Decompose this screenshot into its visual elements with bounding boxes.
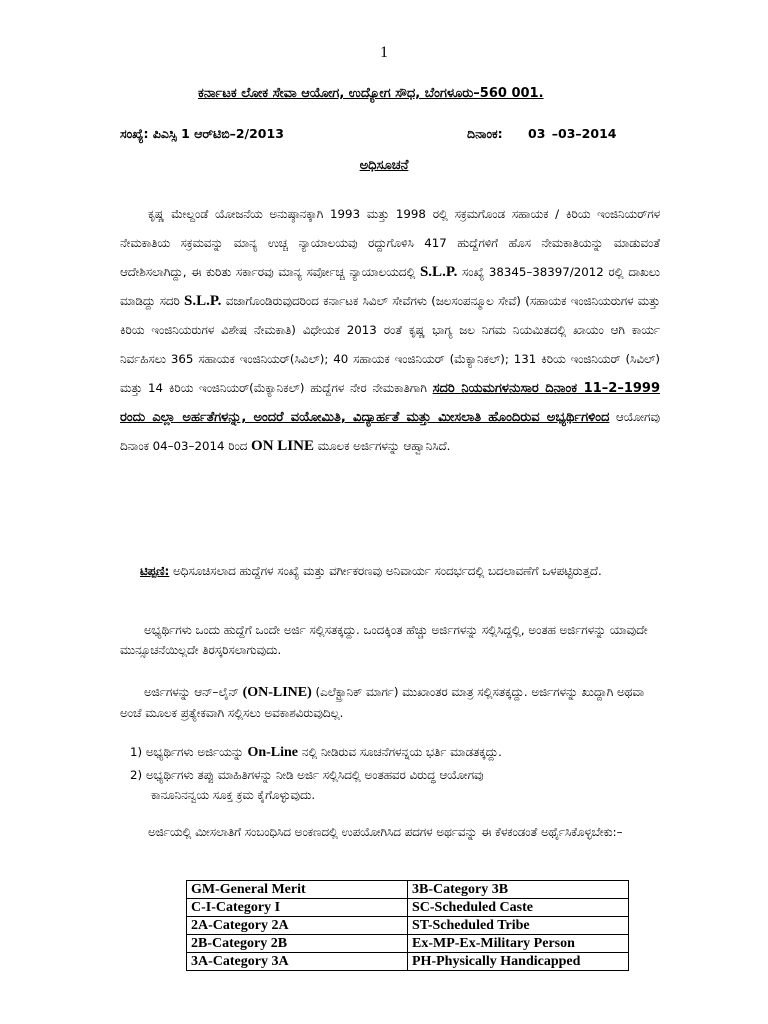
category-table — [186, 880, 629, 971]
table-cell: PH-Physically Handicapped — [408, 953, 629, 971]
instructions-list — [130, 742, 665, 807]
main-paragraph-part-a: ಕೃಷ್ಣ ಮೇಲ್ದಂಡೆ ಯೋಜನೆಯ ಅನುಷ್ಠಾನಕ್ಕಾಗಿ 1993 ಮತ್ತು 1998 ರಲ್ಲಿ ಸಕ್ರಮಗೊಂಡ ಸಹಾಯಕ / ಕಿರಿಯ ಇಂಜಿನಿಯರ್‌ಗಳ ನೇಮಕಾತಿಯ ಸಕ್ರಮವನ್ನು ಮಾನ್ಯ ಉಚ್ಚ ನ್ಯಾಯಾಲಯವು ರದ್ದುಗೊಳಿಸಿ 417 ಹುದ್ದೆಗಳಿಗೆ ಹೊಸ ನೇಮಕಾತಿಯನ್ನು ಮಾಡುವಂತೆ ಆದೇಶಿಸಲಾಗಿದ್ದು, ಈ ಕುರಿತು ಸರ್ಕಾರವು ಮಾನ್ಯ ಸರ್ವೋಚ್ಚ ನ್ಯಾಯಾಲಯದಲ್ಲಿ — [120, 207, 660, 279]
main-paragraph-part-c: ವಜಾಗೊಂಡಿರುವುದರಿಂದ ಕರ್ನಾಟಕ ಸಿವಿಲ್ ಸೇವೆಗಳು (ಜಲಸಂಪನ್ಮೂಲ ಸೇವೆ) (ಸಹಾಯಕ ಇಂಜಿನಿಯರುಗಳ ಮತ್ತು ಕಿರಿಯ ಇಂಜಿನಿಯರುಗಳ ವಿಶೇಷ ನೇಮಕಾತಿ) ವಿಧೇಯಕ 2013 ರಂತೆ ಕೃಷ್ಣ ಭಾಗ್ಯ ಜಲ ನಿಗಮ ನಿಯಮಿತದಲ್ಲಿ ಖಾಯಂ ಆಗಿ ಕಾರ್ಯ ನಿರ್ವಹಿಸಲು 365 ಸಹಾಯಕ ಇಂಜಿನಿಯರ್(ಸಿವಿಲ್); 40 ಸಹಾಯಕ ಇಂಜಿನಿಯರ್ (ಮೆಕ್ಯಾನಿಕಲ್); 131 ಕಿರಿಯ ಇಂಜಿನಿಯರ್ (ಸಿವಿಲ್) ಮತ್ತು 14 ಕಿರಿಯ ಇಂಜಿನಿಯರ್(ಮೆಕ್ಯಾನಿಕಲ್) ಹುದ್ದೆಗಳ ನೇರ ನೇಮಕಾತಿಗಾಗಿ — [120, 294, 661, 395]
main-paragraph-part-e: ಮೂಲಕ ಅರ್ಜಿಗಳನ್ನು ಆಹ್ವಾನಿಸಿದೆ. — [317, 439, 451, 453]
date-value: 03 –03–2014 — [528, 126, 617, 141]
list-item — [130, 765, 665, 805]
table-row — [187, 917, 629, 935]
note-paragraph — [120, 562, 665, 581]
eligibility-clause: ಸದರಿ ನಿಯಮಗಳನುಸಾರ ದಿನಾಂಕ 11–2–1999 ರಂದು ಎಲ್ಲಾ ಅರ್ಹತೆಗಳನ್ನು, ಅಂದರೆ ವಯೋಮಿತಿ, ವಿದ್ಯಾರ್ಹತೆ ಮತ್ತು ಮೀಸಲಾತಿ ಹೊಂದಿರುವ ಅಭ್ಯರ್ಥಿಗಳಿಂದ — [120, 381, 660, 425]
list-item-text-a: ಅಭ್ಯರ್ಥಿಗಳು ಅರ್ಜಿಯನ್ನು — [145, 745, 244, 759]
single-application-paragraph: ಅಭ್ಯರ್ಥಿಗಳು ಒಂದು ಹುದ್ದೆಗೆ ಒಂದೇ ಅರ್ಜಿ ಸಲ್ಲಿಸತಕ್ಕದ್ದು. ಒಂದಕ್ಕಿಂತ ಹೆಚ್ಚು ಅರ್ಜಿಗಳನ್ನು ಸಲ್ಲಿಸಿದ್ದಲ್ಲಿ, ಅಂತಹ ಅರ್ಜಿಗಳನ್ನು ಯಾವುದೇ ಮುನ್ಸೂಚನೆಯಿಲ್ಲದೇ ತಿರಸ್ಕರಿಸಲಾಗುವುದು. — [120, 623, 648, 657]
main-paragraph-part-d: ಆಯೋಗವು ದಿನಾಂಕ 04–03–2014 ರಿಂದ — [120, 410, 660, 453]
online-label: ON LINE — [251, 438, 314, 454]
table-cell: 3A-Category 3A — [187, 953, 408, 971]
online-application-paragraph — [120, 682, 665, 723]
note-label: ಟಿಪ್ಪಣಿ: — [140, 564, 170, 578]
table-cell: 2A-Category 2A — [187, 917, 408, 935]
table-cell: C-I-Category I — [187, 899, 408, 917]
list-item-text-b: ನಲ್ಲಿ ನೀಡಿರುವ ಸೂಚನೆಗಳನ್ನಯ ಭರ್ತಿ ಮಾಡತಕ್ಕದ್ದು. — [301, 745, 502, 759]
table-cell: SC-Scheduled Caste — [408, 899, 629, 917]
main-paragraph-part-b: ಸಂಖ್ಯೆ 38345–38397/2012 ರಲ್ಲಿ ದಾಖಲು ಮಾಡಿದ್ದು ಸದರಿ — [120, 265, 661, 308]
table-row — [187, 899, 629, 917]
table-cell: 2B-Category 2B — [187, 935, 408, 953]
date-label: ದಿನಾಂಕ: — [467, 126, 503, 141]
page-number: 1 — [380, 44, 388, 61]
org-heading — [198, 86, 544, 101]
list-item-text-a: ಅಭ್ಯರ್ಥಿಗಳು ತಪ್ಪು ಮಾಹಿತಿಗಳನ್ನು ನೀಡಿ ಅರ್ಜಿ ಸಲ್ಲಿಸಿದಲ್ಲಿ ಅಂತಹವರ ವಿರುದ್ಧ ಆಯೋಗವು — [145, 768, 484, 782]
reservation-terms-paragraph: ಅರ್ಜಿಯಲ್ಲಿ ಮೀಸಲಾತಿಗೆ ಸಂಬಂಧಿಸಿದ ಅಂಕಣದಲ್ಲಿ ಉಪಯೋಗಿಸಿದ ಪದಗಳ ಅರ್ಥವನ್ನು ಈ ಕೆಳಕಂಡಂತೆ ಅರ್ಥೈಸಿಕೊಳ್ಳಬೇಕು:– — [148, 825, 623, 839]
list-item-number: 2) — [130, 768, 143, 782]
table-row — [187, 953, 629, 971]
list-item-number: 1) — [130, 745, 143, 759]
list-item-text-b: ಕಾನೂನಿನನ್ವಯ ಸೂಕ್ತ ಕ್ರಮ ಕೈಗೊಳ್ಳುವುದು. — [151, 788, 316, 802]
notification-date — [467, 126, 616, 142]
slp-label-1: S.L.P. — [419, 264, 458, 280]
slp-label-2: S.L.P. — [184, 293, 222, 309]
note-text: ಅಧಿಸೂಚಿಸಲಾದ ಹುದ್ದೆಗಳ ಸಂಖ್ಯೆ ಮತ್ತು ವರ್ಗೀಕರಣವು ಅನಿವಾರ್ಯ ಸಂದರ್ಭದಲ್ಲಿ ಬದಲಾವಣೆಗೆ ಒಳಪಟ್ಟಿರುತ್ತದೆ. — [173, 564, 602, 578]
list-item — [130, 742, 665, 763]
online-application-label: (ON-LINE) — [242, 685, 312, 700]
table-cell: Ex-MP-Ex-Military Person — [408, 935, 629, 953]
notification-title: ಅಧಿಸೂಚನೆ — [359, 158, 409, 173]
online-application-part-a: ಅರ್ಜಿಗಳನ್ನು ಆನ್–ಲೈನ್ — [144, 685, 239, 699]
reference-number: ಸಂಖ್ಯೆ: ಪಿಎಸ್ಸಿ 1 ಆರ್‌ಟಿಬಿ–2/2013 — [120, 126, 284, 141]
table-cell: 3B-Category 3B — [408, 881, 629, 899]
list-item-online: On-Line — [247, 745, 299, 760]
table-cell: GM-General Merit — [187, 881, 408, 899]
table-row — [187, 935, 629, 953]
online-application-part-b: (ಎಲೆಕ್ಟ್ರಾನಿಕ್ ಮಾರ್ಗ) ಮುಖಾಂತರ ಮಾತ್ರ ಸಲ್ಲಿಸತಕ್ಕದ್ದು. ಅರ್ಜಿಗಳನ್ನು ಖುದ್ದಾಗಿ ಅಥವಾ ಅಂಚೆ ಮೂಲಕ ಪ್ರತ್ಯೇಕವಾಗಿ ಸಲ್ಲಿಸಲು ಅವಕಾಶವಿರುವುದಿಲ್ಲ. — [120, 685, 645, 720]
table-cell: ST-Scheduled Tribe — [408, 917, 629, 935]
table-row — [187, 881, 629, 899]
main-paragraph — [120, 200, 660, 461]
org-heading-text: ಕರ್ನಾಟಕ ಲೋಕ ಸೇವಾ ಆಯೋಗ, ಉದ್ಯೋಗ ಸೌಧ, ಬೆಂಗಳೂರು–560 001. — [198, 86, 544, 101]
